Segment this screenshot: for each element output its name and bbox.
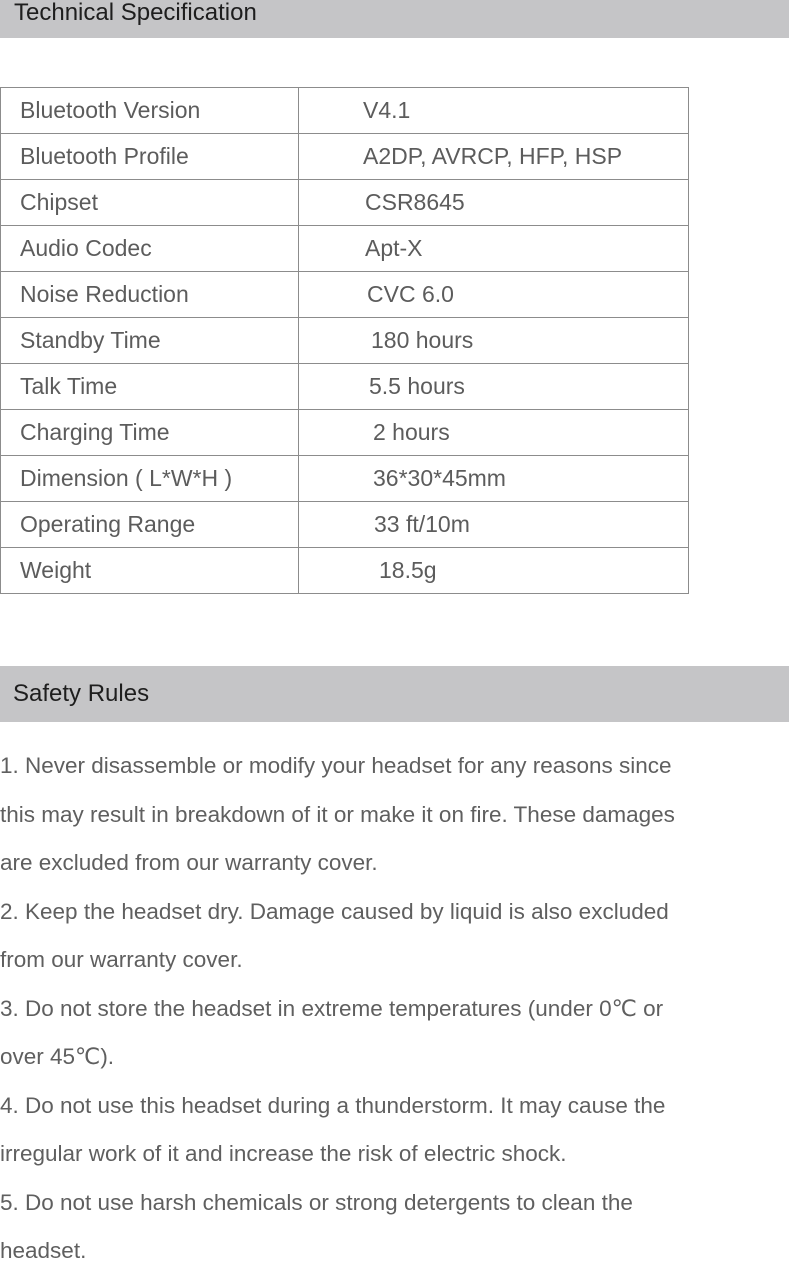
rule-text-line: 2. Keep the headset dry. Damage caused by liquid is also excluded [0,898,669,924]
spec-value: 180 hours [299,318,689,364]
spec-label: Standby Time [1,318,299,364]
spec-label: Bluetooth Profile [1,134,299,180]
rule-text-line: over 45℃). [0,1044,115,1069]
spec-value: CSR8645 [299,180,689,226]
spec-value: 33 ft/10m [299,502,689,548]
spec-label: Weight [1,548,299,594]
rule-text-line: this may result in breakdown of it or make it on fire. These damages [0,801,675,827]
table-row [1,226,689,272]
table-row [1,272,689,318]
rule-text-line: 1. Never disassemble or modify your headset for any reasons since [0,753,672,778]
safety-rules-header [0,666,789,722]
table-row [1,318,689,364]
rule-text-line: 4. Do not use this headset during a thunderstorm. It may cause the [0,1092,666,1118]
rule-text-line: 5. Do not use harsh chemicals or strong detergents to clean the [0,1189,633,1215]
spec-label: Dimension ( L*W*H ) [1,456,299,502]
spec-value: CVC 6.0 [299,272,689,318]
rule-text-line: headset. [0,1238,87,1263]
technical-specification-title: Technical Specification [14,0,257,26]
table-row [1,548,689,594]
spec-value: V4.1 [299,88,689,134]
rule-text-line: are excluded from our warranty cover. [0,850,378,875]
technical-specification-header [0,0,789,38]
table-row [1,134,689,180]
spec-label: Chipset [1,180,299,226]
spec-value: Apt-X [299,226,689,272]
spec-table [0,87,689,594]
safety-rules-list [0,742,789,1276]
rule-text-line: 3. Do not store the headset in extreme temperatures (under 0℃ or [0,995,664,1021]
rule-text-line: irregular work of it and increase the risk of electric shock. [0,1141,567,1166]
spec-label: Charging Time [1,410,299,456]
safety-rules-title: Safety Rules [13,680,150,707]
table-row [1,502,689,548]
rule-text-line: from our warranty cover. [0,947,243,972]
table-row [1,180,689,226]
spec-label: Operating Range [1,502,299,548]
spec-label: Bluetooth Version [1,88,299,134]
spec-label: Talk Time [1,364,299,410]
spec-value: 2 hours [299,410,689,456]
spec-value: A2DP, AVRCP, HFP, HSP [299,134,689,180]
spec-label: Noise Reduction [1,272,299,318]
table-row [1,364,689,410]
spec-value: 36*30*45mm [299,456,689,502]
table-row [1,410,689,456]
spec-label: Audio Codec [1,226,299,272]
spec-value: 5.5 hours [299,364,689,410]
spec-value: 18.5g [299,548,689,594]
table-row [1,88,689,134]
table-row [1,456,689,502]
